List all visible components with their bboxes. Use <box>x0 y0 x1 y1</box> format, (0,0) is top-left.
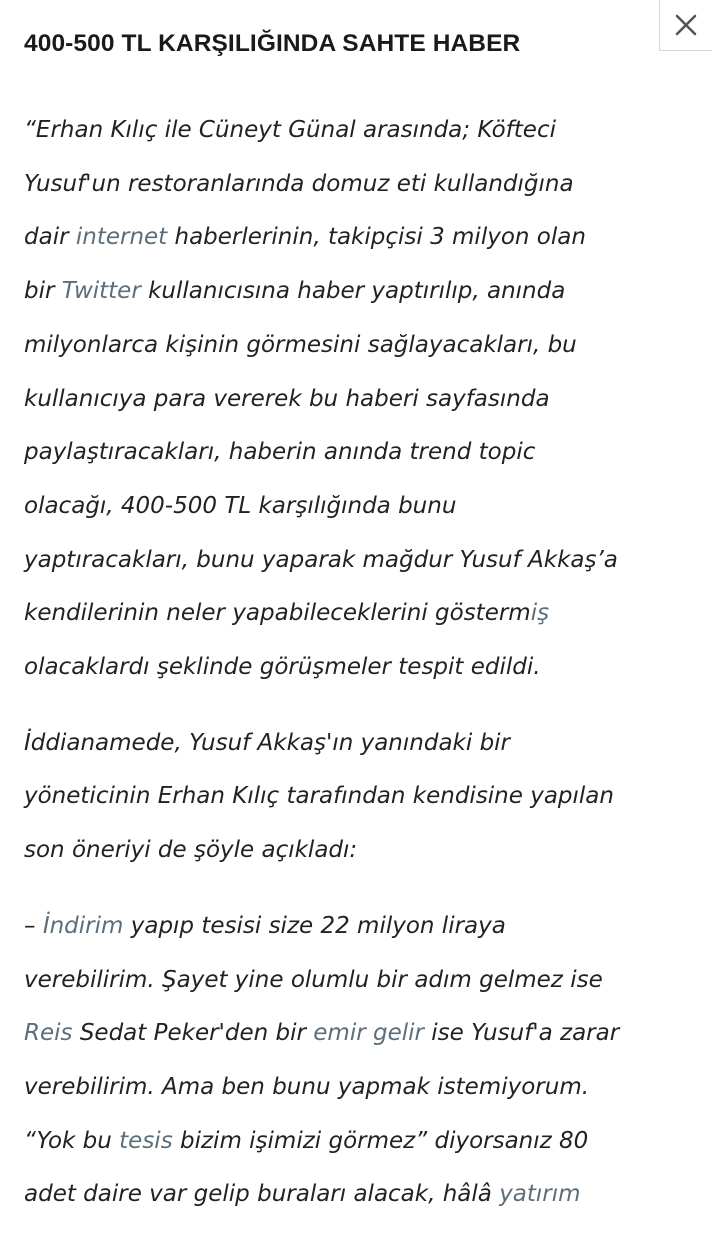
text-line <box>24 211 694 265</box>
text-line <box>24 1168 694 1222</box>
text-line <box>24 1115 694 1169</box>
text-line <box>24 265 694 319</box>
tesis-link[interactable]: tesis <box>119 1127 173 1154</box>
text-line: yaptıracakları, bunu yaparak mağdur Yusuf Akkaş’a <box>24 546 618 573</box>
text-line: verebilirim. Şayet yine olumlu bir adım gelmez ise <box>24 966 603 993</box>
text-line <box>24 1007 694 1061</box>
reis-link[interactable]: Reis <box>24 1020 73 1047</box>
text-line: olacağı, 400-500 TL karşılığında bunu <box>24 492 457 519</box>
emir-gelir-link[interactable]: emir gelir <box>313 1020 424 1047</box>
close-button[interactable] <box>659 0 712 51</box>
article-body <box>24 104 694 1244</box>
twitter-link[interactable]: Twitter <box>61 278 141 305</box>
text-line: yöneticinin Erhan Kılıç tarafından kendisine yapılan <box>24 783 614 810</box>
text-line: verebilirim. Ama ben bunu yapmak istemiyorum. <box>24 1073 590 1100</box>
text-span: yapıp tesisi size 22 milyon liraya <box>123 912 506 939</box>
text-span: haberlerinin, takipçisi 3 milyon olan <box>167 224 586 251</box>
yatirim-link[interactable]: yatırım <box>499 1181 581 1208</box>
article-headline: 400-500 TL KARŞILIĞINDA SAHTE HABER <box>24 30 521 57</box>
text-span: kendilerinin neler yapabileceklerini gösterm <box>24 600 531 627</box>
text-line <box>24 587 694 641</box>
text-span: bir <box>24 278 62 305</box>
paragraph-indictment <box>24 717 694 878</box>
text-span: adet daire var gelip buraları alacak, hâlâ <box>24 1181 500 1208</box>
text-span: – <box>24 912 43 939</box>
text-line: İddianamede, Yusuf Akkaş'ın yanındaki bir <box>24 729 511 756</box>
text-line: son öneriyi de şöyle açıkladı: <box>24 837 358 864</box>
internet-link[interactable]: internet <box>75 224 168 251</box>
text-line: “Erhan Kılıç ile Cüneyt Günal arasında; Köfteci <box>24 117 556 143</box>
text-span: “Yok bu <box>24 1127 120 1154</box>
close-icon <box>675 14 697 36</box>
text-line: milyonlarca kişinin görmesini sağlayacakları, bu <box>24 331 577 358</box>
text-span: kullanıcısına haber yaptırılıp, anında <box>140 278 566 305</box>
text-line: kullanıcıya para vererek bu haberi sayfasında <box>24 385 550 412</box>
text-span: Sedat Peker'den bir <box>72 1020 314 1047</box>
text-line <box>24 900 694 954</box>
paragraph-quote <box>24 104 694 695</box>
text-span: bizim işimizi görmez” diyorsanız 80 <box>172 1127 589 1154</box>
is-link[interactable]: iş <box>530 600 550 627</box>
text-span: ise Yusuf'a zarar <box>423 1020 620 1047</box>
text-line: paylaştıracakları, haberin anında trend topic <box>24 439 536 466</box>
indirim-link[interactable]: İndirim <box>42 912 124 939</box>
text-span: dair <box>24 224 76 251</box>
paragraph-dialogue <box>24 900 694 1222</box>
text-line: Yusuf'un restoranlarında domuz eti kullandığına <box>24 170 574 197</box>
text-line: olacaklardı şeklinde görüşmeler tespit edildi. <box>24 654 541 681</box>
